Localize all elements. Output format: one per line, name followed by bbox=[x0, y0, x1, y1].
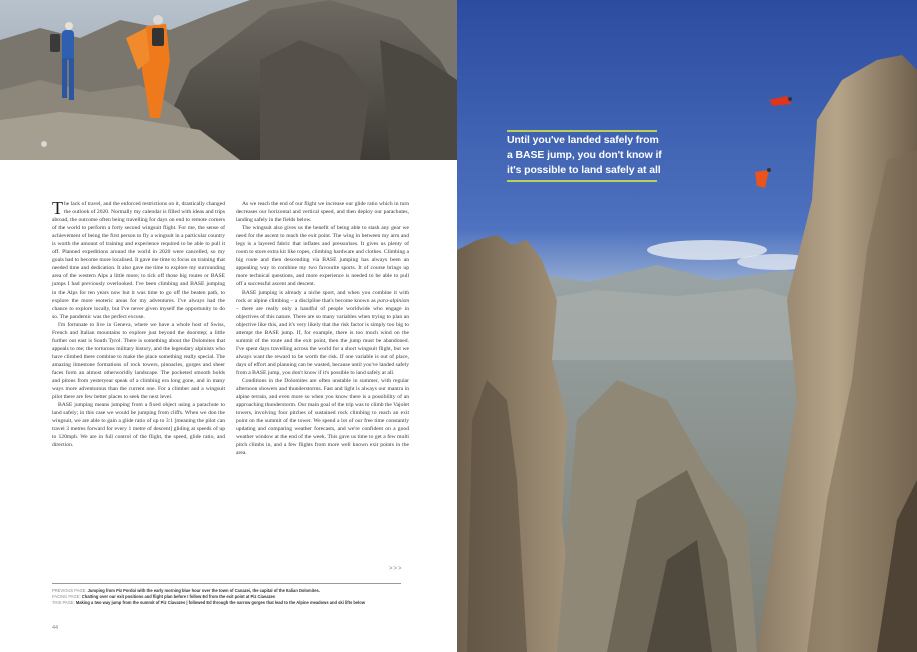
article-paragraph: The lack of travel, and the enforced restrictions on it, drastically changed the outlook of 2020. Normally my calendar is filled with ideas and trips abroad, the outcome often being travelling for days on end to remote corners of the world to perform a forty second wingsuit flight. For me, the sense of achievement of being the first person to fly a wingsuit in a particular country is worth the amount of training and experience required to be able to pull it off. Planned expeditions around the world in 2020 were cancelled, so my goals had to become more localised. It gave me time to focus on training that needed time and dedication. It also gave me time to explore my surrounding area of the western Alps a little more; to tick off those big routes or BASE jumps I had previously overlooked. I've been climbing and BASE jumping in the Alps for ten years now but it was time to go off the beaten path, to explore the more esoteric areas for my adventures. I've always had the chance to explore locally, but I've never given myself the opportunity to do so. The pandemic was the perfect excuse. bbox=[52, 198, 225, 320]
caption-line: THIS PAGE: Making a two way jump from the summit of Piz Ciavazes | followed Ed through the narrow gorges that lead to the Alpine meadows and ski lifts below bbox=[52, 600, 365, 605]
pull-quote: Until you've landed safely from a BASE jump, you don't know if it's possible to land safely at all bbox=[507, 130, 662, 178]
dropcap: T bbox=[52, 198, 63, 218]
caption-line: PREVIOUS PAGE: Jumping from Piz Pordoi with the early morning blue hour over the town of Canazei, the capital of the Italian Dolomites. bbox=[52, 588, 320, 593]
pull-quote-rule-top bbox=[507, 130, 657, 132]
article-paragraph: Conditions in the Dolomites are often unstable in summer, with regular afternoon showers and thunderstorms. Fast and light is always our mantra in alpine terrain, and even more so when you know there is a possibility of an approaching thunderstorm. Our main goal of the trip was to climb the Vajolet towers, involving four pitches of sustained rock climbing to reach an exit point on the summit of the tower. We spend a lot of our free time constantly updating and comparing weather forecasts, and we're confident on a good weather window at the end of the week. This gave us time to get a few multi pitch climbs in, and a few flights from more well known exit points in the area. bbox=[236, 378, 409, 457]
article-paragraph: BASE jumping means jumping from a fixed object using a parachute to land safely; in this case we would be jumping from cliffs. When we don the wingsuit, we are able to gain a glide ratio of up to 3:1 [meaning the pilot can travel 3 metres forward for every 1 metre of descent] gliding at speeds of up to 120mph. We are in full control of the flight, the speed, glide ratio, and direction. bbox=[52, 402, 225, 449]
continued-marker: >>> bbox=[389, 566, 403, 572]
article-column-1 bbox=[52, 200, 225, 449]
top-photo-climbers bbox=[0, 0, 457, 160]
article-paragraph: As we reach the end of our flight we increase our glide ratio which in turn decreases our horizontal and vertical speed, and then deploy our parachutes, landing safely in the fields below. bbox=[236, 201, 409, 224]
caption-divider bbox=[52, 583, 401, 584]
page-number: 44 bbox=[52, 625, 59, 631]
left-page bbox=[0, 0, 457, 652]
photo-captions bbox=[52, 588, 412, 606]
article-column-2 bbox=[236, 200, 409, 458]
caption-line: FACING PAGE: Chatting over our exit positions and flight plan before I follow Ed from the exit point at Piz Ciavazes bbox=[52, 594, 276, 599]
pull-quote-rule-bottom bbox=[507, 180, 657, 182]
dolomites-gorge-illustration bbox=[457, 0, 917, 652]
right-page-photo bbox=[457, 0, 917, 652]
article-paragraph: I'm fortunate to live in Geneva, where we have a whole host of Swiss, French and Italian mountains to explore just beyond the doorstep; a little further out east is South Tyrol. There is something about the Dolomites that appeals to me; the torturous military history, and the legendary alpinists who have climbed there combine to make the place something really special. The amazing limestone formations of rock towers, pinnacles, gorges and sheer faces form an almost otherworldly landscape. The pocketed smooth holds and pitons from yesteryear speak of a climbing era long gone, and in many ways more adventurous than the current one. For a climber and a wingsuit pilot there are few better places to seek the next level. bbox=[52, 321, 225, 401]
article-paragraph: BASE jumping is already a niche sport, and when you combine it with rock or alpine climbing – a discipline that's become known as para-alpinism – there are really only a handful of people worldwide who engage in objectives of this nature. There are so many variables when trying to plan an objective like this, and it's very likely that the risk factor is simply too big to attempt the BASE jump. If, for example, there is too much wind on the summit of the route and the exit point, then the jump must be abandoned. I've spent days travelling across the world for a short wingsuit flight, but we always want the reward to be worth the risk. If one variable is out of place, days of effort and planning can be wasted, because until you've landed safely from a BASE jump, you don't know if it's possible to land safely at all. bbox=[236, 289, 409, 376]
mountain-summit-illustration bbox=[0, 0, 457, 160]
article-paragraph: The wingsuit also gives us the benefit of being able to stash any gear we need for the ascent to reach the exit point. The wing in between my arm and legs is a layered fabric that inflates and pressurises. It gives us plenty of room to store extra kit like ropes, climbing hardware and clothes. Climbing a big route and then descending via BASE jumping has always been an appealing way to combine my two favourite sports. It of course brings up more technical questions, and more experience is needed to be able to pull off a successful ascent and descent. bbox=[236, 225, 409, 288]
